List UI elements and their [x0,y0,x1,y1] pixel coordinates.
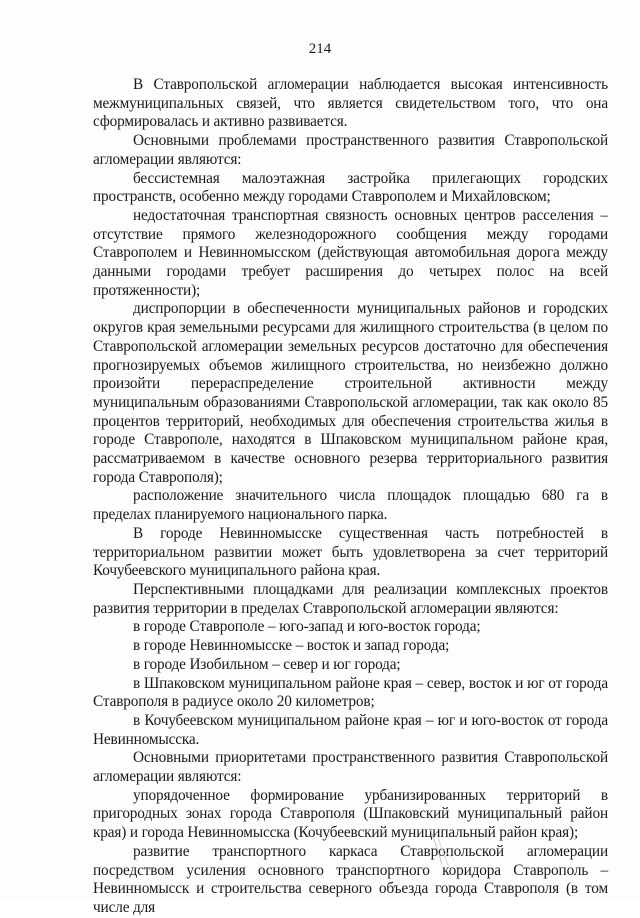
paragraph: В городе Невинномысске существенная часть потребностей в территориальном развитии может быть удовлетворена за счет территорий Кочубеевского муниципального района края. [93,524,608,580]
paragraph: Перспективными площадками для реализации комплексных проектов развития территории в пределах Ставропольской агломерации являются: [93,580,608,617]
document-body [93,76,608,918]
list-item: упорядоченное формирование урбанизированных территорий в пригородных зонах города Ставрополя (Шпаковский муниципальный район края) и города Невинномысска (Кочубеевский муниципальный район края); [93,786,608,842]
list-item: в городе Невинномысске – восток и запад города; [133,637,450,655]
list-item: расположение значительного числа площадок площадью 680 га в пределах планируемого национального парка. [93,487,608,524]
list-item: недостаточная транспортная связность основных центров расселения – отсутствие прямого железнодорожного сообщения между городами Ставрополем и Невинномысском (действующая автомобильная дорога между данными городами требует расширения до четырех полос на всей протяженности); [93,206,608,299]
list-item: диспропорции в обеспеченности муниципальных районов и городских округов края земельными ресурсами для жилищного строительства (в целом по Ставропольской агломерации земельных ресурсов достаточно для обеспечения прогнозируемых объемов жилищного строительства, но неизбежно должно произойти перераспределение строительной активности между муниципальным образованиями Ставропольской агломерации, так как около 85 процентов территорий, необходимых для обеспечения строительства жилья в городе Ставрополе, находятся в Шпаковском муниципальном районе края, рассматриваемом в качестве основного резерва территориального развития города Ставрополя); [93,300,608,486]
list-item: в городе Изобильном – север и юг города; [133,655,401,673]
paragraph: Основными проблемами пространственного развития Ставропольской агломерации являются: [93,132,608,168]
paragraph: В Ставропольской агломерации наблюдается высокая интенсивность межмуниципальных связей, что является свидетельством того, что она сформировалась и активно развивается. [93,76,608,131]
list-item: развитие транспортного каркаса Ставропольской агломерации посредством усиления основного транспортного коридора Ставрополь – Невинномысск и строительства северного объезда города Ставрополя (в том числе для [93,842,608,916]
list-item: бессистемная малоэтажная застройка прилегающих городских пространств, особенно между городами Ставрополем и Михайловском; [93,169,608,206]
page-number: 214 [308,41,332,57]
list-item: в городе Ставрополе – юго-запад и юго-восток города; [133,618,481,636]
list-item: в Кочубеевском муниципальном районе края – юг и юго-восток от города Невинномысска. [93,711,608,748]
list-item: в Шпаковском муниципальном районе края – север, восток и юг от города Ставрополя в радиусе около 20 километров; [93,674,608,711]
scan-mark [420,820,480,880]
paragraph: Основными приоритетами пространственного развития Ставропольской агломерации являются: [93,749,608,786]
